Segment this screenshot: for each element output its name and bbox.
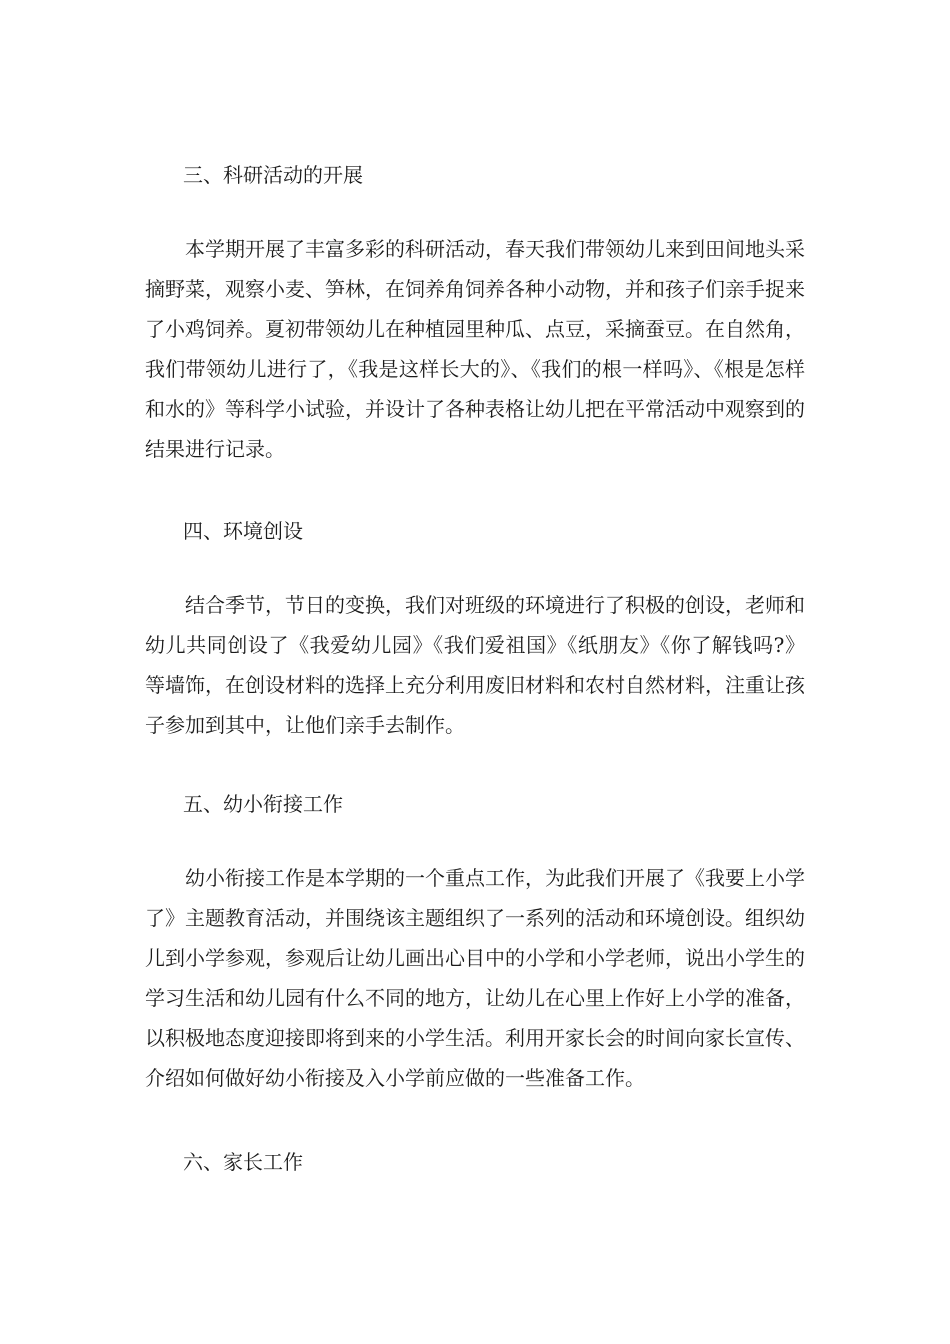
section-paragraph-transition: 幼小衔接工作是本学期的一个重点工作，为此我们开展了《我要上小学了》主题教育活动，并围绕该主题组织了一系列的活动和环境创设。组织幼儿到小学参观，参观后让幼儿画出心目中的小学和小学老师，说出小学生的学习生活和幼儿园有什么不同的地方，让幼儿在心里上作好上小学的准备，以积极地态度迎接即将到来的小学生活。利用开家长会的时间向家长宣传、介绍如何做好幼小衔接及入小学前应做的一些准备工作。	[145, 866, 805, 1090]
section-heading-research: 三、科研活动的开展	[183, 163, 363, 187]
section-paragraph-research: 本学期开展了丰富多彩的科研活动，春天我们带领幼儿来到田间地头采摘野菜，观察小麦、笋林，在饲养角饲养各种小动物，并和孩子们亲手捉来了小鸡饲养。夏初带领幼儿在种植园里种瓜、点豆，采摘蚕豆。在自然角，我们带领幼儿进行了，《我是这样长大的》、《我们的根一样吗》、《根是怎样和水的》等科学小试验，并设计了各种表格让幼儿把在平常活动中观察到的结果进行记录。	[145, 237, 805, 461]
section-heading-environment: 四、环境创设	[183, 519, 303, 543]
section-heading-parents: 六、家长工作	[183, 1150, 303, 1174]
section-heading-transition: 五、幼小衔接工作	[183, 792, 343, 816]
section-paragraph-environment: 结合季节，节日的变换，我们对班级的环境进行了积极的创设，老师和幼儿共同创设了《我爱幼儿园》《我们爱祖国》《纸朋友》《你了解钱吗?》等墙饰，在创设材料的选择上充分利用废旧材料和农村自然材料，注重让孩子参加到其中，让他们亲手去制作。	[145, 593, 805, 737]
